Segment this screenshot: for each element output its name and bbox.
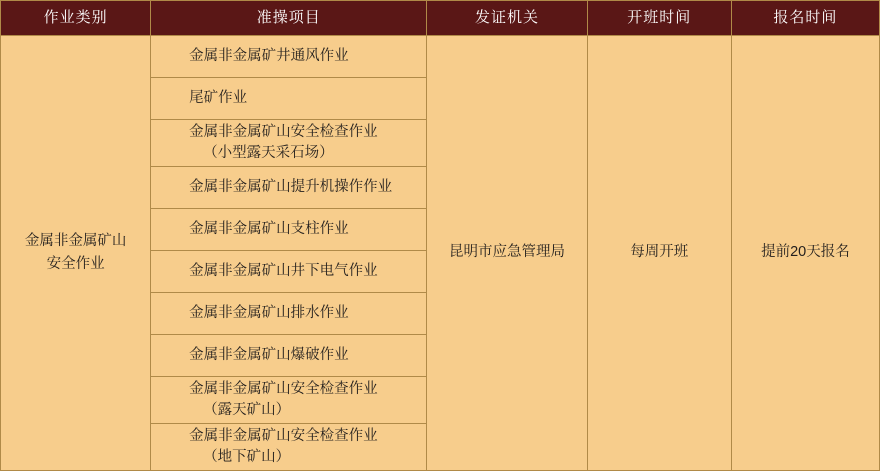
table-header-row <box>1 1 880 36</box>
list-item <box>151 424 426 471</box>
cell-class-time: 每周开班 <box>587 36 731 471</box>
column-header-class-time: 开班时间 <box>587 1 731 36</box>
operation-item-10-line-1: 金属非金属矿山安全检查作业 <box>189 427 378 444</box>
operation-item-6-line-1: 金属非金属矿山井下电气作业 <box>189 262 378 279</box>
list-item <box>151 335 426 377</box>
operation-item-4-line-1: 金属非金属矿山提升机操作作业 <box>189 178 393 195</box>
table-header <box>1 1 880 36</box>
operation-item-9-line-2: （露天矿山） <box>203 402 291 418</box>
list-item <box>151 209 426 251</box>
operation-item-9 <box>151 377 426 424</box>
list-item <box>151 377 426 424</box>
operation-item-8-line-1: 金属非金属矿山爆破作业 <box>189 346 349 363</box>
list-item <box>151 36 426 78</box>
operation-item-8 <box>151 335 426 377</box>
operation-item-4 <box>151 167 426 209</box>
list-item <box>151 293 426 335</box>
cell-authority: 昆明市应急管理局 <box>427 36 587 471</box>
cell-category <box>1 36 151 471</box>
cell-signup-time: 提前20天报名 <box>731 36 879 471</box>
list-item <box>151 251 426 293</box>
operation-item-1 <box>151 36 426 78</box>
operation-item-2 <box>151 78 426 120</box>
operation-item-3 <box>151 120 426 167</box>
column-header-authority: 发证机关 <box>427 1 587 36</box>
operation-item-list <box>151 36 426 470</box>
category-line-1: 金属非金属矿山 <box>24 232 127 249</box>
operation-item-10-line-2: （地下矿山） <box>203 449 291 465</box>
table-row <box>1 36 880 471</box>
operation-item-5 <box>151 209 426 251</box>
operation-item-10 <box>151 424 426 471</box>
column-header-signup-time: 报名时间 <box>731 1 879 36</box>
operation-item-3-line-2: （小型露天采石场） <box>203 145 334 161</box>
list-item <box>151 78 426 120</box>
operation-item-9-line-1: 金属非金属矿山安全检查作业 <box>189 380 378 397</box>
category-line-2: 安全作业 <box>46 256 105 272</box>
operation-item-6 <box>151 251 426 293</box>
table-body <box>1 36 880 471</box>
column-header-operation-item: 准操项目 <box>151 1 427 36</box>
list-item <box>151 120 426 167</box>
operation-item-7 <box>151 293 426 335</box>
operation-item-2-line-1: 尾矿作业 <box>189 89 248 106</box>
operation-item-3-line-1: 金属非金属矿山安全检查作业 <box>189 123 378 140</box>
operation-item-1-line-1: 金属非金属矿井通风作业 <box>189 47 349 64</box>
operation-item-7-line-1: 金属非金属矿山排水作业 <box>189 304 349 321</box>
column-header-category: 作业类别 <box>1 1 151 36</box>
cell-operation-items <box>151 36 427 471</box>
operation-item-5-line-1: 金属非金属矿山支柱作业 <box>189 220 349 237</box>
list-item <box>151 167 426 209</box>
